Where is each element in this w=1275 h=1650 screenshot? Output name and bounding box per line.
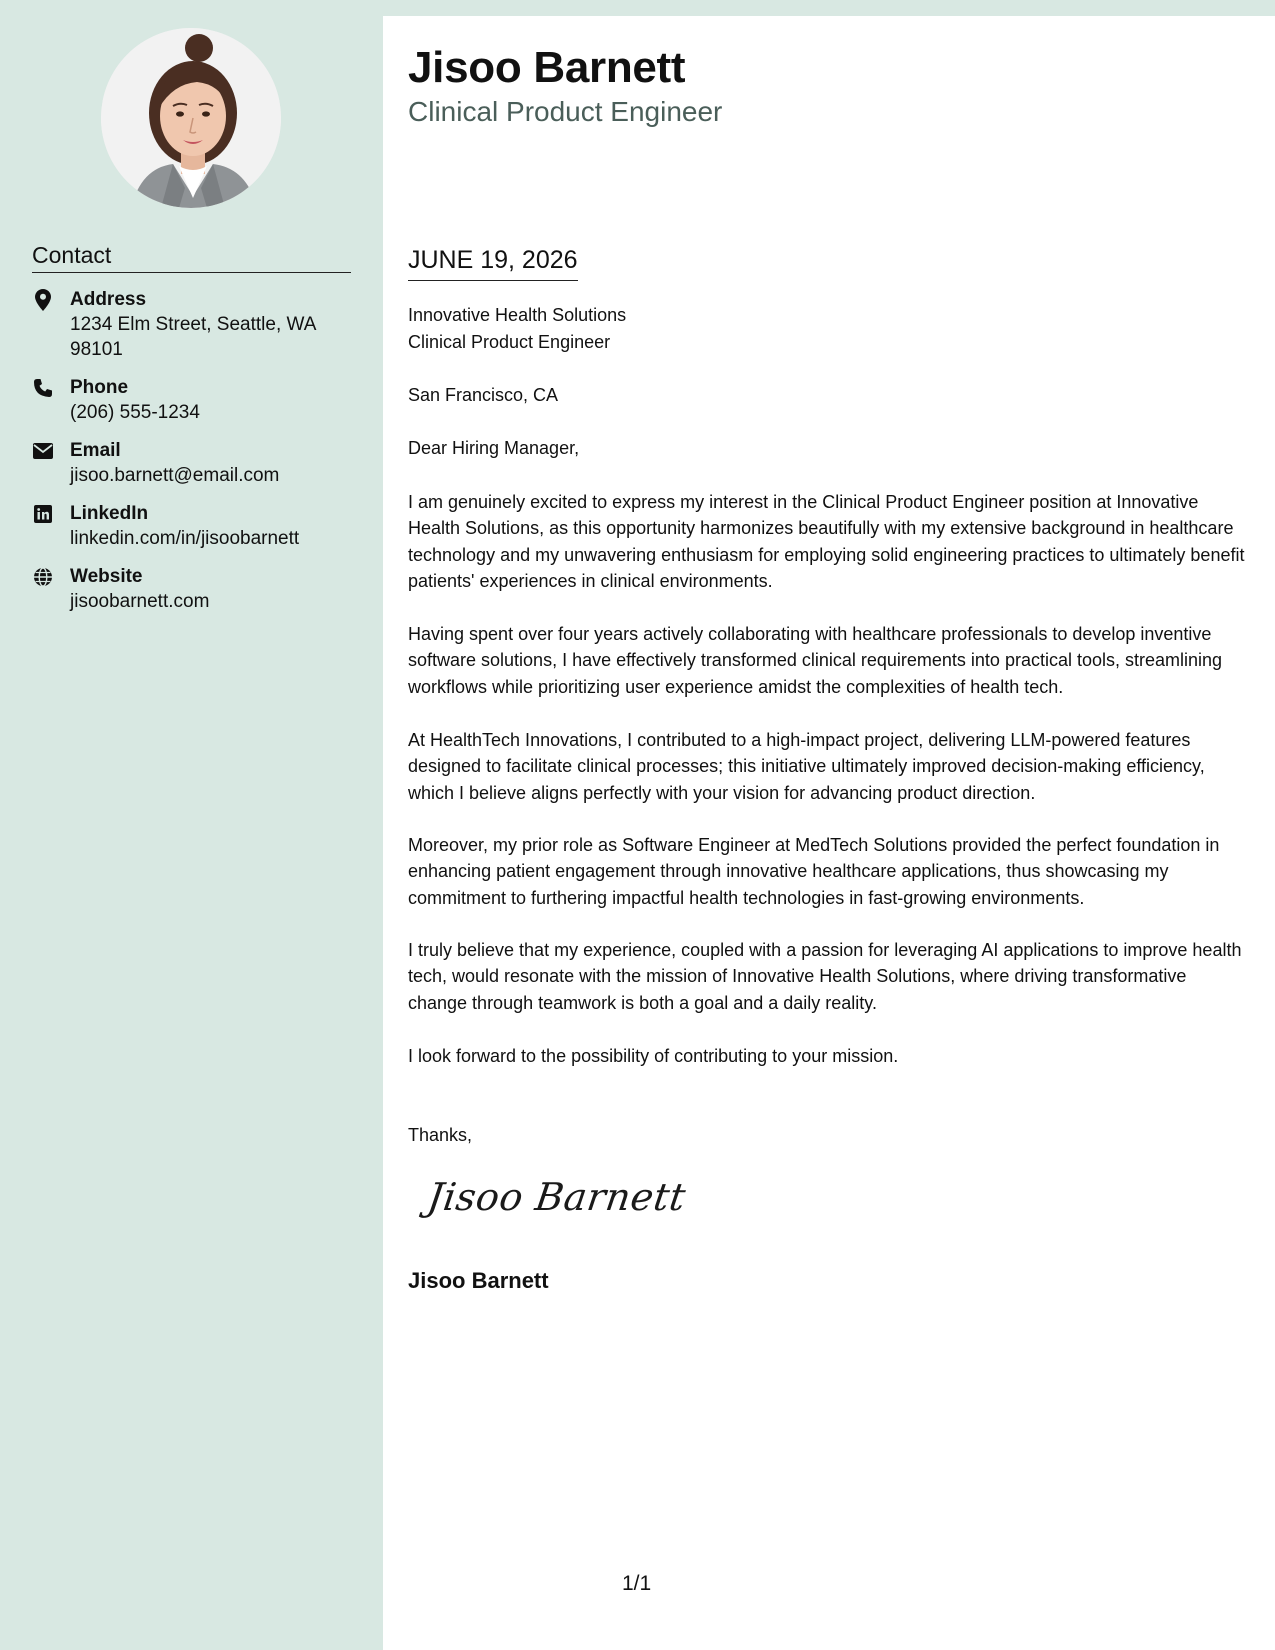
email-label: Email: [70, 440, 121, 461]
website-label: Website: [70, 566, 143, 587]
profile-photo: [101, 28, 281, 208]
letter-paragraph: I look forward to the possibility of contributing to your mission.: [408, 1046, 899, 1066]
linkedin-value[interactable]: linkedin.com/in/jisoobarnett: [70, 528, 300, 549]
signature: Jisoo Barnett: [424, 1175, 689, 1219]
linkedin-icon: [32, 503, 54, 525]
address-value: 1234 Elm Street, Seattle, WA 98101: [70, 314, 316, 360]
contact-heading: Contact: [32, 240, 351, 273]
location-pin-icon: [32, 289, 54, 311]
candidate-title: Clinical Product Engineer: [408, 96, 723, 127]
recipient-company: Innovative Health Solutions: [408, 305, 627, 325]
candidate-name: Jisoo Barnett: [408, 43, 686, 92]
top-band: [0, 0, 1275, 16]
phone-value: (206) 555-1234: [70, 402, 200, 423]
letter-paragraph: At HealthTech Innovations, I contributed to a high-impact project, delivering LLM-powered features designed to facilitate clinical processes; this initiative ultimately improved decision-making efficiency, which I believe aligns perfectly with your vision for advancing product direction.: [408, 730, 1205, 803]
website-value[interactable]: jisoobarnett.com: [70, 591, 210, 612]
letter-paragraph: I truly believe that my experience, coupled with a passion for leveraging AI applications to improve health tech, would resonate with the mission of Innovative Health Solutions, where driving transformative change through teamwork is both a goal and a daily reality.: [408, 940, 1242, 1013]
letter-paragraph: Moreover, my prior role as Software Engineer at MedTech Solutions provided the perfect foundation in enhancing patient engagement through innovative healthcare applications, thus showcasing my commitment to furthering impactful health technologies in fast-growing environments.: [408, 835, 1220, 908]
phone-label: Phone: [70, 377, 129, 398]
letter-paragraph: Having spent over four years actively collaborating with healthcare professionals to develop inventive software solutions, I have effectively transformed clinical requirements into practical tools, streamlining workflows while prioritizing user experience amidst the complexities of health tech.: [408, 624, 1223, 697]
signoff-name: Jisoo Barnett: [408, 1268, 549, 1293]
envelope-icon: [32, 440, 54, 462]
phone-icon: [32, 377, 54, 399]
letter-date: JUNE 19, 2026: [408, 244, 578, 281]
email-value[interactable]: jisoo.barnett@email.com: [70, 465, 280, 486]
closing: Thanks,: [408, 1125, 473, 1145]
globe-icon: [32, 566, 54, 588]
recipient-location: San Francisco, CA: [408, 385, 559, 405]
salutation: Dear Hiring Manager,: [408, 438, 580, 458]
address-label: Address: [70, 289, 147, 310]
linkedin-label: LinkedIn: [70, 503, 149, 524]
letter-paragraph: I am genuinely excited to express my interest in the Clinical Product Engineer position at Innovative Health Solutions, as this opportunity harmonizes beautifully with my extensive background in healthcare technology and my unwavering enthusiasm for employing solid engineering practices to ultimately benefit patients' experiences in clinical environments.: [408, 492, 1245, 591]
recipient-role: Clinical Product Engineer: [408, 332, 611, 352]
page-number: 1/1: [622, 1572, 652, 1595]
